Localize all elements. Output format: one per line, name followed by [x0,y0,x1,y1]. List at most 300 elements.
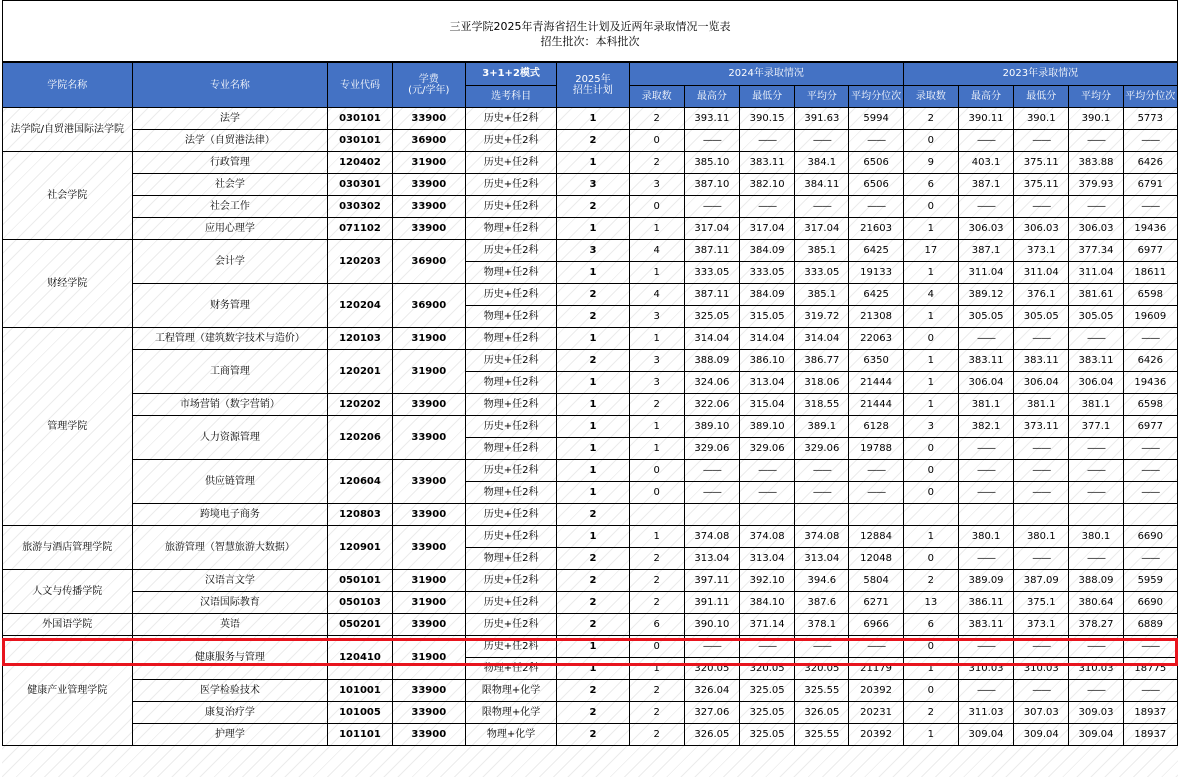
stat-2023-2: 390.1 [1014,108,1069,130]
tuition-cell: 33900 [392,724,465,746]
stat-2023-4: 6598 [1123,394,1177,416]
stat-2024-2: 390.15 [740,108,795,130]
plan-cell: 1 [557,262,629,284]
stat-2023-3: 388.09 [1069,570,1123,592]
stat-2023-4: 5959 [1123,570,1177,592]
subheader-2023-1: 最高分 [958,85,1013,108]
code-cell: 030101 [328,130,392,152]
stat-2023-4: —— [1123,460,1177,482]
table-row [3,350,1178,372]
subheader-2024-2: 最低分 [740,85,795,108]
table-row [3,724,1178,746]
stat-2023-0: 9 [903,152,958,174]
major-cell: 行政管理 [132,152,328,174]
tuition-cell: 33900 [392,174,465,196]
subject-cell: 历史+任2科 [465,614,556,636]
stat-2024-3: 326.05 [795,702,849,724]
stat-2023-3: —— [1069,196,1123,218]
stat-2024-4: 6966 [849,614,903,636]
stat-2023-3: —— [1069,680,1123,702]
stat-2023-2: 375.1 [1014,592,1069,614]
plan-cell: 2 [557,130,629,152]
stat-2024-3: 317.04 [795,218,849,240]
stat-2023-0: 4 [903,284,958,306]
table-row [3,328,1178,350]
stat-2023-0: 1 [903,306,958,328]
subheader-2024-1: 最高分 [684,85,739,108]
stat-2023-4: 6889 [1123,614,1177,636]
page-subtitle: 招生批次：本科批次 [540,35,640,48]
stat-2023-1: 383.11 [958,614,1013,636]
header-mode: 3+1+2模式 [465,63,556,86]
code-cell: 120604 [328,460,392,504]
stat-2023-1 [958,504,1013,526]
plan-cell: 1 [557,460,629,482]
stat-2023-0: 17 [903,240,958,262]
plan-cell: 1 [557,438,629,460]
stat-2024-1: 387.11 [684,284,739,306]
code-cell: 030301 [328,174,392,196]
stat-2024-4: —— [849,196,903,218]
stat-2023-3: 380.64 [1069,592,1123,614]
table-row [3,592,1178,614]
stat-2024-4: 21179 [849,658,903,680]
stat-2023-1: 381.1 [958,394,1013,416]
stat-2023-4: 6426 [1123,350,1177,372]
table-row [3,152,1178,174]
stat-2023-3: —— [1069,548,1123,570]
stat-2024-1: 390.10 [684,614,739,636]
stat-2024-1: 387.11 [684,240,739,262]
stat-2023-0: 2 [903,570,958,592]
stat-2023-3: —— [1069,130,1123,152]
stat-2023-2: 376.1 [1014,284,1069,306]
stat-2023-4: —— [1123,438,1177,460]
stat-2023-3: 309.04 [1069,724,1123,746]
stat-2024-2: 325.05 [740,702,795,724]
stat-2023-0: 0 [903,328,958,350]
stat-2023-3: 306.03 [1069,218,1123,240]
code-cell: 120201 [328,350,392,394]
stat-2024-4: 22063 [849,328,903,350]
plan-cell: 1 [557,394,629,416]
subheader-2023-3: 平均分 [1069,85,1123,108]
stat-2023-1: 389.12 [958,284,1013,306]
stat-2024-3: 384.11 [795,174,849,196]
stat-2024-1: —— [684,460,739,482]
college-cell: 法学院/自贸港国际法学院 [3,108,133,152]
table-row [3,416,1178,438]
subject-cell: 物理+化学 [465,724,556,746]
stat-2024-1: 313.04 [684,548,739,570]
header-major: 专业名称 [132,63,328,108]
major-cell: 护理学 [132,724,328,746]
stat-2023-2: —— [1014,636,1069,658]
stat-2023-1: —— [958,636,1013,658]
major-cell: 人力资源管理 [132,416,328,460]
stat-2024-0: 2 [629,592,684,614]
stat-2023-3: 379.93 [1069,174,1123,196]
code-cell: 050201 [328,614,392,636]
stat-2024-2: 371.14 [740,614,795,636]
stat-2023-0: 1 [903,262,958,284]
stat-2024-0: 3 [629,306,684,328]
stat-2023-3: 381.1 [1069,394,1123,416]
table-row [3,394,1178,416]
stat-2024-2: —— [740,460,795,482]
stat-2023-2: 383.11 [1014,350,1069,372]
tuition-cell: 33900 [392,196,465,218]
stat-2023-3: 381.61 [1069,284,1123,306]
plan-cell: 1 [557,218,629,240]
major-cell: 工程管理（建筑数字技术与造价） [132,328,328,350]
stat-2024-1: 333.05 [684,262,739,284]
stat-2024-1: 329.06 [684,438,739,460]
stat-2023-1: 309.04 [958,724,1013,746]
stat-2024-4: —— [849,636,903,658]
admission-sheet [2,0,1178,777]
stat-2023-0: 1 [903,526,958,548]
table-row [3,240,1178,262]
stat-2024-2: 325.05 [740,680,795,702]
stat-2024-2: 325.05 [740,724,795,746]
stat-2024-0: 0 [629,482,684,504]
code-cell: 120203 [328,240,392,284]
stat-2023-0: 1 [903,724,958,746]
stat-2023-4: —— [1123,328,1177,350]
stat-2024-1: 397.11 [684,570,739,592]
major-cell: 法学 [132,108,328,130]
stat-2024-1 [684,504,739,526]
tuition-cell: 33900 [392,702,465,724]
code-cell: 101005 [328,702,392,724]
tuition-cell: 31900 [392,570,465,592]
table-row [3,526,1178,548]
stat-2023-0 [903,504,958,526]
stat-2023-3: 377.1 [1069,416,1123,438]
stat-2024-1: 389.10 [684,416,739,438]
stat-2024-4: 6271 [849,592,903,614]
stat-2023-4: —— [1123,680,1177,702]
stat-2024-0: 0 [629,460,684,482]
stat-2024-2: 315.05 [740,306,795,328]
stat-2024-1: 393.11 [684,108,739,130]
stat-2024-0: 2 [629,702,684,724]
stat-2023-0: 0 [903,196,958,218]
stat-2023-4: 18937 [1123,702,1177,724]
college-cell: 外国语学院 [3,614,133,636]
code-cell: 030302 [328,196,392,218]
stat-2023-1: 386.11 [958,592,1013,614]
stat-2023-1: 390.11 [958,108,1013,130]
major-cell: 汉语言文学 [132,570,328,592]
table-row [3,702,1178,724]
header-code: 专业代码 [328,63,392,108]
code-cell: 120410 [328,636,392,680]
stat-2024-4: 6128 [849,416,903,438]
stat-2024-4: 6506 [849,174,903,196]
table-row [3,284,1178,306]
subject-cell: 历史+任2科 [465,526,556,548]
subject-cell: 历史+任2科 [465,350,556,372]
stat-2024-0: 1 [629,658,684,680]
stat-2024-3: 329.06 [795,438,849,460]
stat-2024-1: —— [684,196,739,218]
stat-2023-1: 387.1 [958,240,1013,262]
stat-2023-0: 13 [903,592,958,614]
stat-2024-0: 2 [629,108,684,130]
stat-2023-0: 1 [903,372,958,394]
stat-2023-1: 383.11 [958,350,1013,372]
tuition-cell: 36900 [392,284,465,328]
plan-cell: 3 [557,240,629,262]
stat-2023-2: —— [1014,438,1069,460]
stat-2024-0: 2 [629,724,684,746]
stat-2024-4: 5804 [849,570,903,592]
stat-2024-4: 19788 [849,438,903,460]
stat-2023-2: 373.11 [1014,416,1069,438]
code-cell: 120402 [328,152,392,174]
stat-2024-3: —— [795,482,849,504]
plan-cell: 2 [557,196,629,218]
stat-2024-3 [795,504,849,526]
stat-2023-0: 1 [903,350,958,372]
stat-2024-0: 2 [629,548,684,570]
code-cell: 050103 [328,592,392,614]
tuition-cell: 31900 [392,592,465,614]
code-cell: 120103 [328,328,392,350]
stat-2023-1: 311.04 [958,262,1013,284]
plan-cell: 2 [557,702,629,724]
stat-2023-3: 305.05 [1069,306,1123,328]
tuition-cell: 33900 [392,394,465,416]
table-row [3,196,1178,218]
major-cell: 供应链管理 [132,460,328,504]
stat-2023-3: 378.27 [1069,614,1123,636]
stat-2023-1: 403.1 [958,152,1013,174]
stat-2024-4: 6506 [849,152,903,174]
stat-2024-0: 1 [629,218,684,240]
header-tuition: 学费 (元/学年) [392,63,465,108]
major-cell: 会计学 [132,240,328,284]
stat-2023-3 [1069,504,1123,526]
stat-2023-0: 0 [903,680,958,702]
subject-cell: 物理+任2科 [465,438,556,460]
stat-2024-0: 1 [629,262,684,284]
stat-2023-2: —— [1014,196,1069,218]
subject-cell: 限物理+化学 [465,680,556,702]
plan-cell: 2 [557,504,629,526]
code-cell: 050101 [328,570,392,592]
plan-cell: 2 [557,570,629,592]
stat-2024-4: 19133 [849,262,903,284]
stat-2023-4: 18611 [1123,262,1177,284]
stat-2023-2: 373.1 [1014,614,1069,636]
stat-2024-3: —— [795,130,849,152]
tuition-cell: 36900 [392,130,465,152]
subject-cell: 物理+任2科 [465,394,556,416]
tuition-cell: 31900 [392,636,465,680]
stat-2024-2: 382.10 [740,174,795,196]
tuition-cell: 31900 [392,152,465,174]
stat-2023-1: 382.1 [958,416,1013,438]
code-cell: 071102 [328,218,392,240]
table-row [3,614,1178,636]
stat-2023-2: 381.1 [1014,394,1069,416]
stat-2024-3: 394.6 [795,570,849,592]
stat-2024-2: 313.04 [740,372,795,394]
stat-2023-2: —— [1014,680,1069,702]
major-cell: 医学检验技术 [132,680,328,702]
stat-2023-2: 375.11 [1014,174,1069,196]
code-cell: 120803 [328,504,392,526]
subject-cell: 物理+任2科 [465,372,556,394]
stat-2024-2: 320.05 [740,658,795,680]
stat-2023-4: 19609 [1123,306,1177,328]
tuition-cell: 33900 [392,504,465,526]
stat-2023-1: —— [958,438,1013,460]
plan-cell: 1 [557,658,629,680]
stat-2023-0: 6 [903,174,958,196]
stat-2024-1: —— [684,482,739,504]
tuition-cell: 33900 [392,416,465,460]
stat-2023-4: 5773 [1123,108,1177,130]
stat-2024-1: 322.06 [684,394,739,416]
college-cell: 财经学院 [3,240,133,328]
stat-2024-3: 313.04 [795,548,849,570]
stat-2023-3: 310.03 [1069,658,1123,680]
stat-2023-0: 3 [903,416,958,438]
major-cell: 英语 [132,614,328,636]
stat-2023-4: 6426 [1123,152,1177,174]
code-cell: 120206 [328,416,392,460]
stat-2023-4: 19436 [1123,218,1177,240]
stat-2024-1: 327.06 [684,702,739,724]
stat-2023-0: 0 [903,636,958,658]
stat-2024-0: 3 [629,350,684,372]
stat-2024-3: 318.55 [795,394,849,416]
stat-2024-0: 4 [629,284,684,306]
plan-cell: 2 [557,680,629,702]
stat-2023-3: —— [1069,328,1123,350]
stat-2024-0: 0 [629,130,684,152]
stat-2023-1: 311.03 [958,702,1013,724]
stat-2024-2: —— [740,196,795,218]
stat-2023-4: 6690 [1123,592,1177,614]
stat-2023-4: 6977 [1123,416,1177,438]
stat-2024-2: 317.04 [740,218,795,240]
stat-2023-3: 309.03 [1069,702,1123,724]
major-cell: 旅游管理（智慧旅游大数据） [132,526,328,570]
table-row [3,680,1178,702]
table-row [3,218,1178,240]
stat-2024-2: 314.04 [740,328,795,350]
stat-2023-4: 18775 [1123,658,1177,680]
tuition-cell: 33900 [392,526,465,570]
code-cell: 101001 [328,680,392,702]
stat-2023-2: —— [1014,482,1069,504]
stat-2023-1: 306.03 [958,218,1013,240]
subheader-2023-4: 平均分位次 [1123,85,1177,108]
stat-2023-4: 6977 [1123,240,1177,262]
stat-2024-2: 374.08 [740,526,795,548]
stat-2023-4: —— [1123,130,1177,152]
stat-2024-3: 385.1 [795,240,849,262]
stat-2024-0: 2 [629,680,684,702]
table-row [3,636,1178,658]
stat-2024-2: 329.06 [740,438,795,460]
stat-2024-1: —— [684,130,739,152]
stat-2024-3: 378.1 [795,614,849,636]
college-cell: 旅游与酒店管理学院 [3,526,133,570]
stat-2024-0: 2 [629,570,684,592]
stat-2023-0: 0 [903,548,958,570]
stat-2023-3: —— [1069,460,1123,482]
plan-cell: 1 [557,328,629,350]
stat-2024-4: 12884 [849,526,903,548]
tuition-cell: 33900 [392,614,465,636]
stat-2023-2: —— [1014,460,1069,482]
stat-2024-3: 387.6 [795,592,849,614]
stat-2024-1: 385.10 [684,152,739,174]
stat-2023-1: —— [958,328,1013,350]
college-cell: 社会学院 [3,152,133,240]
stat-2023-0: 6 [903,614,958,636]
code-cell: 030101 [328,108,392,130]
stat-2024-1: 391.11 [684,592,739,614]
plan-cell: 2 [557,614,629,636]
stat-2023-0: 1 [903,218,958,240]
stat-2024-2: 384.10 [740,592,795,614]
stat-2024-0: 1 [629,416,684,438]
page-title: 三亚学院2025年青海省招生计划及近两年录取情况一览表 [449,20,731,33]
stat-2024-0: 6 [629,614,684,636]
major-cell: 跨境电子商务 [132,504,328,526]
stat-2023-2: 306.04 [1014,372,1069,394]
stat-2024-4: 20231 [849,702,903,724]
stat-2024-0: 1 [629,328,684,350]
stat-2023-2: 311.04 [1014,262,1069,284]
plan-cell: 2 [557,306,629,328]
stat-2023-1: —— [958,680,1013,702]
stat-2023-1: 306.04 [958,372,1013,394]
tuition-cell: 31900 [392,350,465,394]
major-cell: 财务管理 [132,284,328,328]
plan-cell: 2 [557,592,629,614]
plan-cell: 1 [557,108,629,130]
plan-cell: 2 [557,284,629,306]
stat-2023-1: 310.03 [958,658,1013,680]
stat-2024-2: 389.10 [740,416,795,438]
stat-2023-2: 305.05 [1014,306,1069,328]
major-cell: 社会工作 [132,196,328,218]
stat-2024-4: 5994 [849,108,903,130]
plan-cell: 1 [557,152,629,174]
stat-2023-1: —— [958,482,1013,504]
stat-2023-1: 387.1 [958,174,1013,196]
stat-2024-4: 20392 [849,680,903,702]
subheader-2024-3: 平均分 [795,85,849,108]
admission-table [2,62,1178,746]
tuition-cell: 36900 [392,240,465,284]
stat-2024-1: 314.04 [684,328,739,350]
subject-cell: 历史+任2科 [465,636,556,658]
plan-cell: 3 [557,174,629,196]
subject-cell: 历史+任2科 [465,284,556,306]
stat-2023-1: 389.09 [958,570,1013,592]
stat-2023-2: 309.04 [1014,724,1069,746]
plan-cell: 1 [557,372,629,394]
